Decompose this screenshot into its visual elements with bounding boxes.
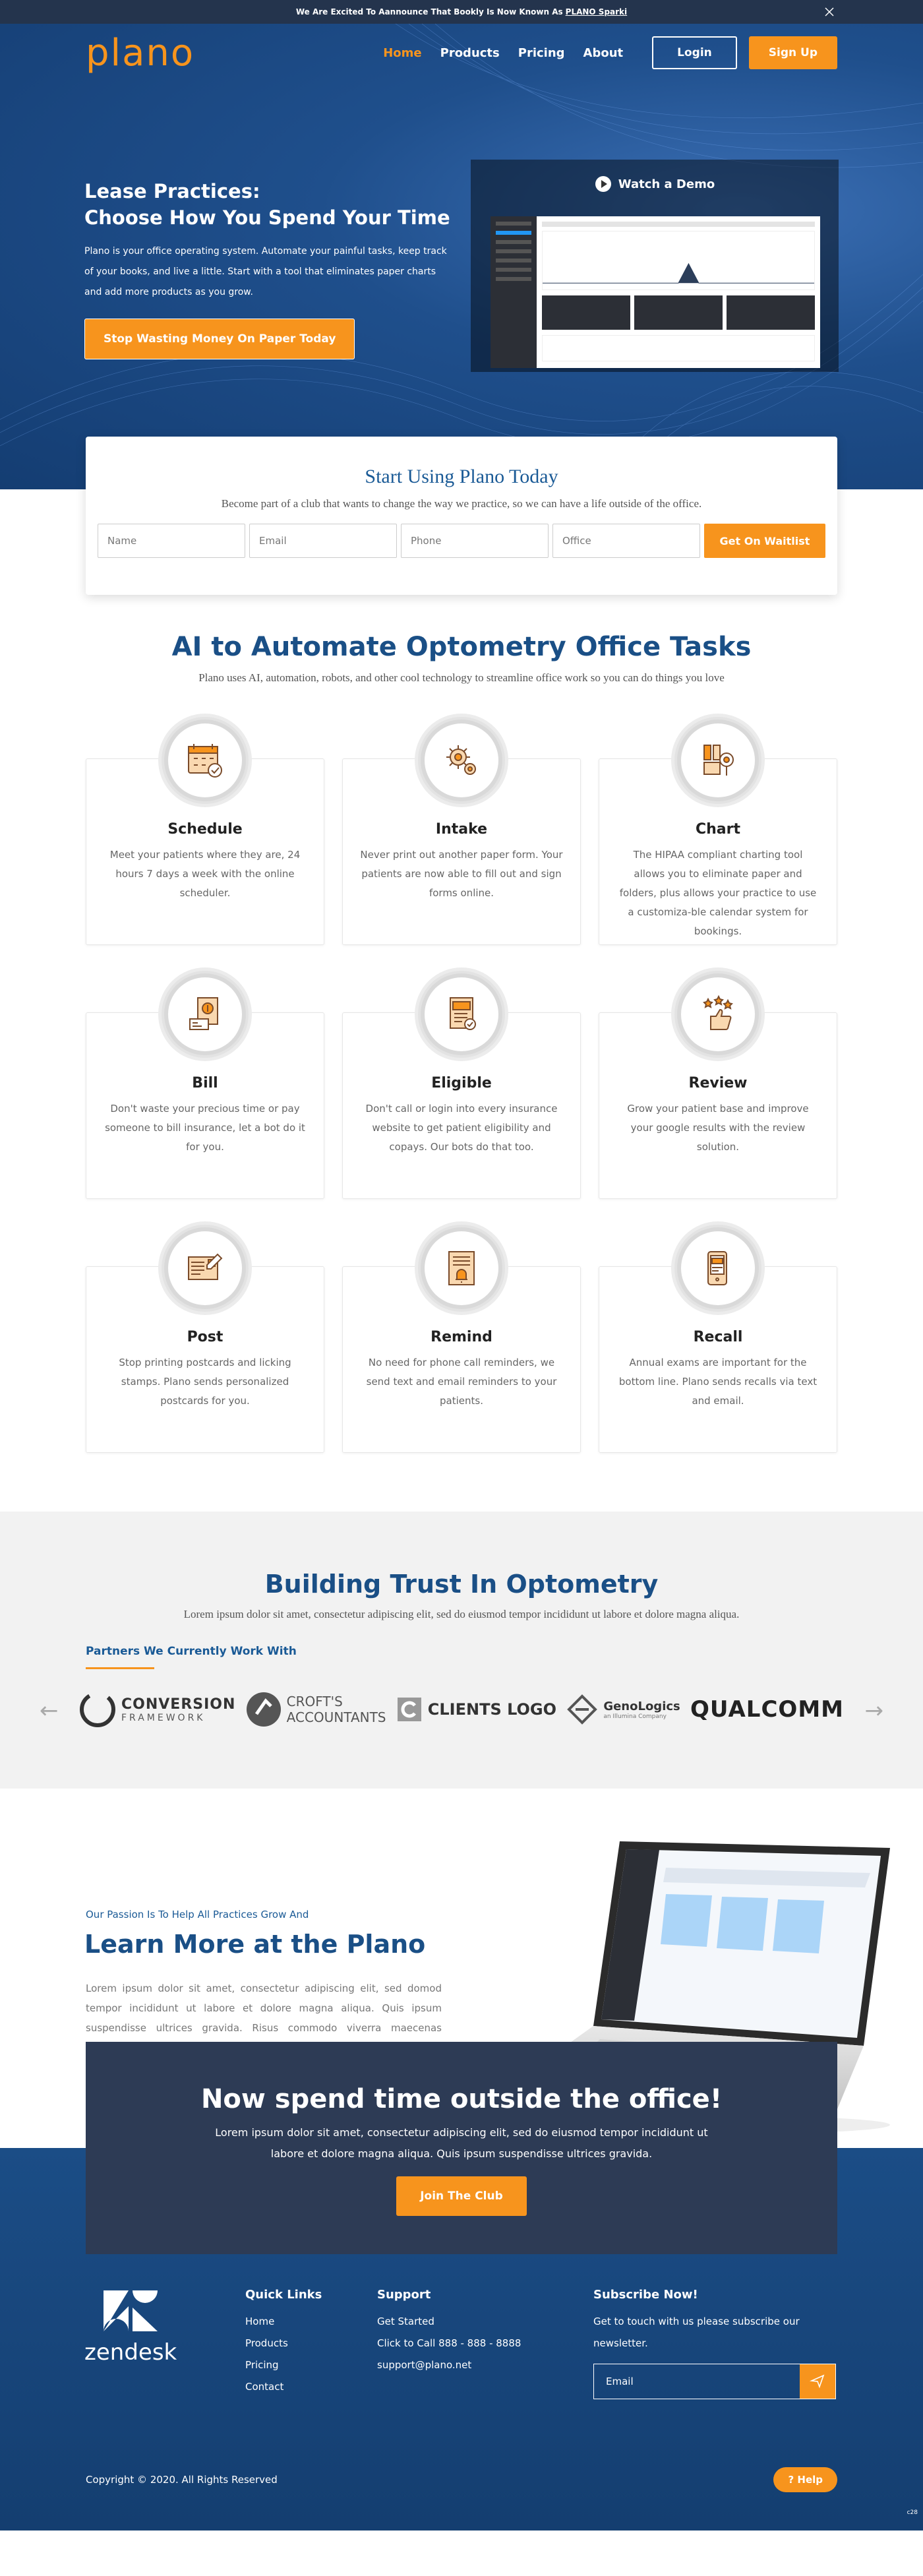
- logo-line1: CROFT'S: [286, 1694, 343, 1709]
- features-section: [0, 489, 923, 1475]
- feature-icon-circle: [415, 967, 508, 1061]
- partners-underline: [86, 1667, 154, 1669]
- hero-text: [84, 178, 454, 359]
- hero-title: [84, 178, 454, 231]
- cta-body: Lorem ipsum dolor sit amet, consectetur adipiscing elit, sed do eiusmod tempor incididunt ut labore et dolore magna aliqua. Quis ipsum suspendisse ultrices gravida.: [215, 2126, 708, 2160]
- carousel-prev-arrow[interactable]: ←: [40, 1698, 59, 1724]
- feature-icon-circle: [671, 714, 765, 807]
- nav-home[interactable]: Home: [383, 46, 422, 60]
- reminder-bell-icon: [441, 1248, 482, 1289]
- feature-text: Stop printing postcards and licking stamps. Plano sends personalized postcards for you.: [119, 1357, 291, 1407]
- login-button[interactable]: Login: [652, 36, 737, 69]
- footer-brand-name: zendesk: [84, 2339, 177, 2366]
- hero-title-line1: Lease Practices:: [84, 180, 260, 202]
- newsletter-email-input[interactable]: [594, 2364, 800, 2399]
- crofts-logo-icon: [246, 1692, 282, 1727]
- footer-link-products[interactable]: Products: [245, 2337, 288, 2349]
- play-icon: [595, 175, 612, 193]
- logo-line2: ACCOUNTANTS: [286, 1709, 386, 1725]
- demo-sidebar: [491, 216, 537, 368]
- footer-brand[interactable]: [84, 2289, 177, 2366]
- footer-subscribe: [593, 2288, 836, 2399]
- hero-title-line2: Choose How You Spend Your Time: [84, 206, 450, 229]
- feature-text: The HIPAA compliant charting tool allows you to eliminate paper and folders, plus allows your practice to use a customiza-ble calendar system for bookings.: [619, 849, 817, 937]
- carousel-next-arrow[interactable]: →: [864, 1698, 883, 1724]
- logo-line1: GenoLogics: [603, 1699, 680, 1713]
- announcement-text: We Are Excited To Aannounce That Bookly Is Now Known As: [295, 7, 563, 16]
- nav-links: [383, 36, 837, 69]
- partner-logo-genologics[interactable]: [566, 1694, 680, 1725]
- cta-title: Now spend time outside the office!: [200, 2084, 723, 2114]
- call-link[interactable]: Click to Call 888 - 888 - 8888: [377, 2337, 521, 2349]
- waitlist-title: Start Using Plano Today: [365, 466, 558, 487]
- office-field[interactable]: [552, 524, 700, 558]
- demo-title[interactable]: [471, 175, 839, 193]
- calendar-icon: [185, 740, 225, 781]
- feature-text: Grow your patient base and improve your google results with the review solution.: [627, 1103, 809, 1153]
- feature-card-remind: [342, 1221, 581, 1475]
- thumbs-up-icon: [698, 994, 738, 1035]
- newsletter-form: [593, 2364, 836, 2399]
- name-field[interactable]: [98, 524, 245, 558]
- feature-icon-circle: [671, 967, 765, 1061]
- logo-line2: FRAMEWORK: [121, 1712, 206, 1723]
- feature-icon-circle: [415, 714, 508, 807]
- feature-icon-circle: [158, 714, 252, 807]
- signup-button[interactable]: Sign Up: [749, 36, 837, 69]
- main-nav: [0, 24, 923, 82]
- footer-support: [377, 2288, 521, 2376]
- logo-line1: CONVERSION: [121, 1696, 236, 1713]
- nav-products[interactable]: Products: [440, 46, 500, 60]
- corner-code: c28: [907, 2509, 918, 2516]
- feature-card-post: [86, 1221, 324, 1475]
- feature-title: Post: [187, 1329, 223, 1345]
- feature-title: Bill: [192, 1075, 218, 1091]
- nav-pricing[interactable]: Pricing: [518, 46, 565, 60]
- feature-card-bill: [86, 967, 324, 1221]
- partner-logo-clients[interactable]: [396, 1696, 556, 1723]
- hero-section: [0, 24, 923, 547]
- clients-logo-icon: [396, 1696, 423, 1723]
- nav-about[interactable]: About: [583, 46, 624, 60]
- footer-quick-links: [245, 2288, 322, 2398]
- footer-link-home[interactable]: Home: [245, 2315, 275, 2327]
- genologics-logo-icon: [566, 1694, 598, 1725]
- plano-logo[interactable]: plano: [86, 31, 195, 75]
- support-email-link[interactable]: support@plano.net: [377, 2359, 472, 2371]
- subscribe-title: Subscribe Now!: [593, 2288, 698, 2302]
- features-subtitle: Plano uses AI, automation, robots, and other cool technology to streamline office work so you can do things you love: [198, 671, 725, 684]
- help-button[interactable]: ? Help: [773, 2467, 837, 2492]
- demo-screenshot: [491, 216, 820, 368]
- phone-field[interactable]: [401, 524, 549, 558]
- copyright-text: Copyright © 2020. All Rights Reserved: [86, 2474, 278, 2486]
- partner-logo-qualcomm[interactable]: [690, 1696, 844, 1723]
- demo-chart-icon: [543, 231, 814, 290]
- hero-cta-button[interactable]: Stop Wasting Money On Paper Today: [84, 319, 355, 359]
- support-title: Support: [377, 2288, 431, 2302]
- feature-title: Remind: [431, 1329, 492, 1345]
- feature-text: No need for phone call reminders, we send text and email reminders to your patients.: [366, 1357, 557, 1407]
- feature-text: Never print out another paper form. Your patients are now able to fill out and sign forms online.: [360, 849, 563, 899]
- feature-title: Schedule: [167, 821, 243, 838]
- feature-text: Don't call or login into every insurance website to get patient eligibility and copays. Our bots do that too.: [365, 1103, 558, 1153]
- chart-tools-icon: [698, 740, 738, 781]
- feature-card-eligible: [342, 967, 581, 1221]
- postcard-icon: [185, 1248, 225, 1289]
- feature-title: Eligible: [431, 1075, 492, 1091]
- footer-section: [0, 2084, 923, 2530]
- feature-icon-circle: [671, 1221, 765, 1315]
- email-field[interactable]: [249, 524, 397, 558]
- feature-text: Don't waste your precious time or pay someone to bill insurance, let a bot do it for you.: [105, 1103, 305, 1153]
- feature-icon-circle: [158, 1221, 252, 1315]
- partners-title: Partners We Currently Work With: [86, 1645, 297, 1658]
- announcement-bar: [0, 0, 923, 24]
- features-grid: [86, 714, 837, 1475]
- trust-subtitle: Lorem ipsum dolor sit amet, consectetur adipiscing elit, sed do eiusmod tempor incididunt ut labore et dolore magna aliqua.: [183, 1608, 740, 1620]
- waitlist-button[interactable]: Get On Waitlist: [704, 524, 825, 558]
- announcement-link[interactable]: PLANO Sparki: [565, 7, 628, 16]
- waitlist-subtitle: Become part of a club that wants to change the way we practice, so we can have a life outside of the office.: [221, 497, 702, 510]
- footer-link-contact[interactable]: Contact: [245, 2381, 284, 2393]
- partner-logos: [79, 1691, 844, 1728]
- learn-title: Learn More at the Plano: [84, 1930, 426, 1959]
- feature-card-review: [599, 967, 837, 1221]
- feature-title: Intake: [435, 821, 488, 838]
- learn-body: Lorem ipsum dolor sit amet, consectetur adipiscing elit, sed domod tempor incididunt ut labore et dolore magna aliqua. Quis ipsum suspendisse ultrices gravida. Risus commodo viverra maecenas: [86, 1982, 442, 2034]
- feature-icon-circle: [415, 1221, 508, 1315]
- subscribe-text: Get to touch with us please subscribe our newsletter.: [593, 2315, 800, 2349]
- feature-card-chart: [599, 714, 837, 967]
- feature-card-schedule: [86, 714, 324, 967]
- demo-dashboard: [537, 216, 820, 368]
- features-title: AI to Automate Optometry Office Tasks: [171, 632, 752, 662]
- feature-title: Chart: [695, 821, 741, 838]
- logo-line1: QUALCOMM: [690, 1696, 844, 1723]
- feature-icon-circle: [158, 967, 252, 1061]
- bill-icon: [185, 994, 225, 1035]
- newsletter-submit-button[interactable]: [800, 2364, 835, 2399]
- phone-message-icon: [698, 1248, 738, 1289]
- waitlist-form: [86, 524, 837, 558]
- join-club-button[interactable]: Join The Club: [396, 2176, 527, 2216]
- cta-banner: [86, 2042, 837, 2254]
- get-started-link[interactable]: Get Started: [377, 2315, 434, 2327]
- trust-title: Building Trust In Optometry: [264, 1570, 659, 1599]
- send-icon: [810, 2374, 825, 2388]
- feature-text: Annual exams are important for the bottom line. Plano sends recalls via text and email.: [618, 1357, 818, 1407]
- document-check-icon: [441, 994, 482, 1035]
- partner-logo-crofts[interactable]: [246, 1692, 386, 1727]
- logo-line2: an Illumina Company: [603, 1713, 667, 1720]
- feature-text: Meet your patients where they are, 24 hours 7 days a week with the online scheduler.: [109, 849, 301, 899]
- conversion-logo-icon: [79, 1691, 116, 1728]
- quick-links-title: Quick Links: [245, 2288, 322, 2302]
- feature-card-recall: [599, 1221, 837, 1475]
- gears-icon: [441, 740, 482, 781]
- zendesk-logo-icon: [102, 2289, 159, 2333]
- partner-logo-conversion[interactable]: [79, 1691, 235, 1728]
- logo-line1: CLIENTS LOGO: [427, 1700, 557, 1719]
- learn-tagline: Our Passion Is To Help All Practices Grow And: [86, 1909, 309, 1920]
- waitlist-card: [86, 437, 837, 595]
- feature-title: Review: [688, 1075, 748, 1091]
- feature-title: Recall: [693, 1329, 743, 1345]
- demo-video[interactable]: [471, 160, 839, 372]
- feature-card-intake: [342, 714, 581, 967]
- hero-body: Plano is your office operating system. Automate your painful tasks, keep track of your books, and live a little. Start with a tool that eliminates paper charts and add more products as you grow.: [84, 246, 447, 297]
- demo-label: Watch a Demo: [618, 177, 715, 191]
- trust-section: [0, 1512, 923, 1789]
- close-icon[interactable]: [821, 4, 837, 20]
- footer-link-pricing[interactable]: Pricing: [245, 2359, 279, 2371]
